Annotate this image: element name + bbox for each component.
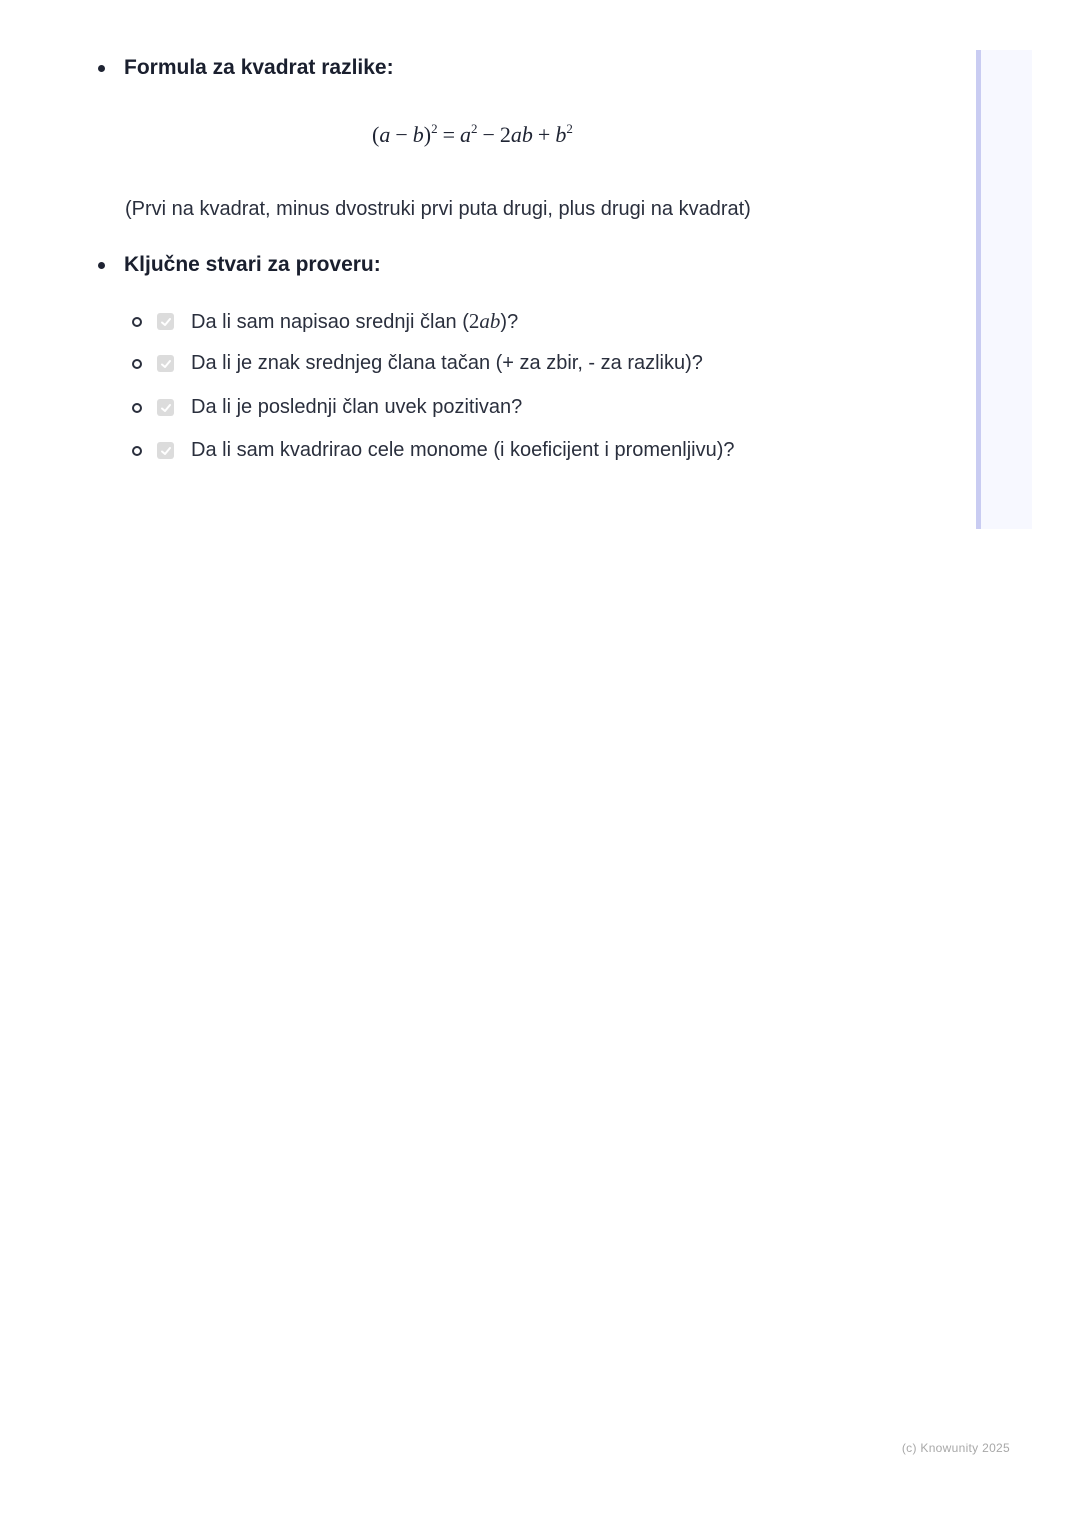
hollow-bullet-icon xyxy=(132,403,142,413)
checkbox-checked[interactable] xyxy=(157,355,174,372)
checklist-item-text: Da li je znak srednjeg člana tačan (+ za zbir, - za razliku)? xyxy=(191,352,703,374)
checkbox-checked[interactable] xyxy=(157,313,174,330)
checkmark-icon xyxy=(160,316,172,328)
section-heading: Formula za kvadrat razlike: xyxy=(124,56,394,79)
section-heading: Ključne stvari za proveru: xyxy=(124,253,381,276)
hollow-bullet-icon xyxy=(132,446,142,456)
hollow-bullet-icon xyxy=(132,359,142,369)
checklist-item-text: Da li je poslednji član uvek pozitivan? xyxy=(191,396,523,418)
copyright-footer: (c) Knowunity 2025 xyxy=(901,1441,1010,1455)
formula-square-of-difference: $(a - b)^2 = a^2 - 2ab + b^2$ xyxy=(372,121,573,147)
bullet-dot-icon xyxy=(98,262,105,269)
bullet-formula-heading xyxy=(98,56,394,80)
bullet-checklist-heading xyxy=(98,253,381,277)
checklist-item xyxy=(132,309,518,334)
checkmark-icon xyxy=(160,358,172,370)
checklist-item xyxy=(132,352,703,375)
formula-explanation: (Prvi na kvadrat, minus dvostruki prvi puta drugi, plus drugi na kvadrat) xyxy=(125,198,751,220)
bullet-dot-icon xyxy=(98,65,105,72)
checkbox-checked[interactable] xyxy=(157,442,174,459)
checklist-item xyxy=(132,439,735,462)
checkmark-icon xyxy=(160,402,172,414)
checkmark-icon xyxy=(160,445,172,457)
checkbox-checked[interactable] xyxy=(157,399,174,416)
hollow-bullet-icon xyxy=(132,317,142,327)
checklist-item xyxy=(132,396,522,419)
checklist-item-text: Da li sam napisao srednji član (2ab)? xyxy=(191,309,519,333)
side-panel xyxy=(976,50,1032,529)
checklist-item-text: Da li sam kvadrirao cele monome (i koeficijent i promenljivu)? xyxy=(191,439,735,461)
